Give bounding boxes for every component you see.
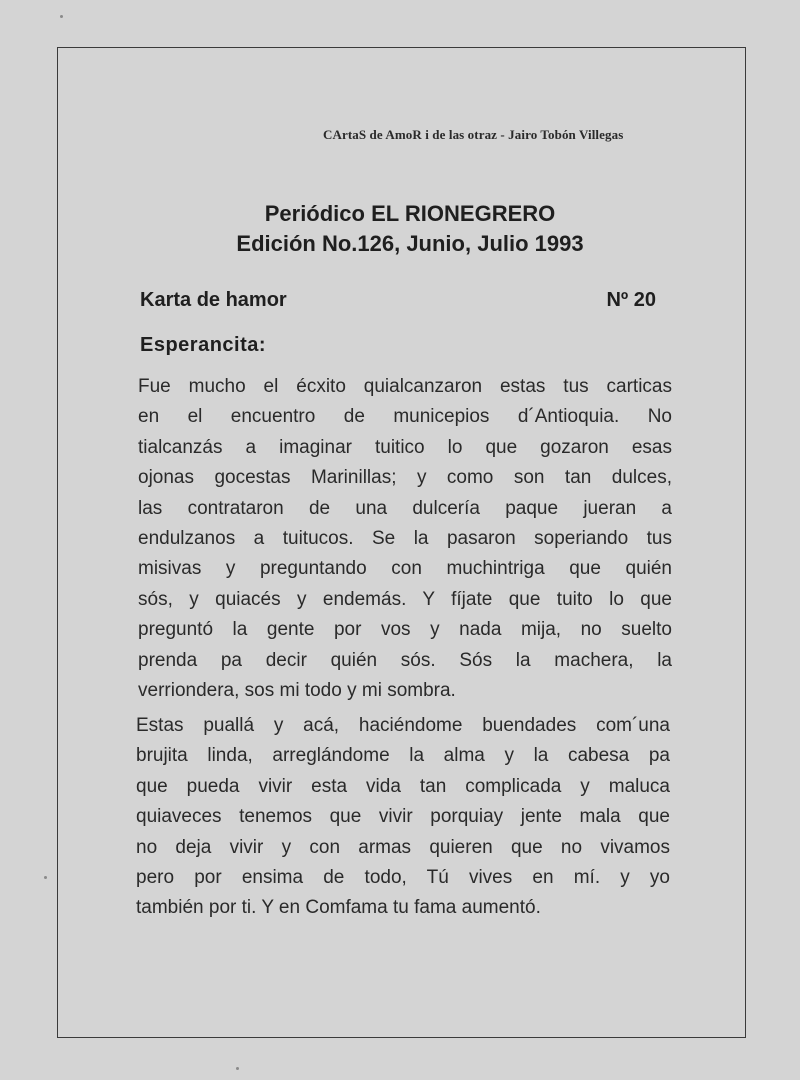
paragraph-line: misivas y preguntando con muchintriga que quién bbox=[138, 558, 672, 580]
paragraph-line: prenda pa decir quién sós. Sós la machera, la bbox=[138, 649, 672, 671]
series-header: CArtaS de AmoR i de las otraz - Jairo Tobón Villegas bbox=[323, 127, 624, 142]
paragraph-line: brujita linda, arreglándome la alma y la cabesa pa bbox=[136, 745, 670, 767]
scan-speck bbox=[44, 876, 47, 879]
publication-edition: Edición No.126, Junio, Julio 1993 bbox=[236, 231, 584, 256]
paragraph-line: sós, y quiacés y endemás. Y fíjate que tuito lo que bbox=[138, 588, 672, 610]
paragraph-line: endulzanos a tuitucos. Se la pasaron soperiando tus bbox=[138, 527, 672, 549]
paragraph-line: ojonas gocestas Marinillas; y como son tan dulces, bbox=[138, 467, 672, 489]
paragraph-line: que pueda vivir esta vida tan complicada y maluca bbox=[136, 775, 670, 797]
paragraph-line: Fue mucho el écxito quialcanzaron estas tus carticas bbox=[138, 376, 672, 397]
letter-title: Karta de hamor bbox=[140, 289, 287, 311]
letter-paragraph-1 bbox=[138, 372, 672, 706]
paragraph-line: tialcanzás a imaginar tuitico lo que gozaron esas bbox=[138, 436, 672, 458]
paragraph-line: verriondera, sos mi todo y mi sombra. bbox=[138, 679, 456, 701]
paragraph-line: las contrataron de una dulcería paque jueran a bbox=[138, 497, 672, 519]
paragraph-line: preguntó la gente por vos y nada mija, no suelto bbox=[138, 619, 672, 641]
paragraph-line: también por ti. Y en Comfama tu fama aumentó. bbox=[136, 897, 541, 919]
publication-name: Periódico EL RIONEGRERO bbox=[264, 201, 556, 226]
letter-salutation: Esperancita: bbox=[140, 334, 267, 356]
letter-heading-row bbox=[140, 285, 656, 315]
scan-speck bbox=[236, 1067, 239, 1070]
paragraph-line: no deja vivir y con armas quieren que no vivamos bbox=[136, 836, 670, 858]
paragraph-line: pero por ensima de todo, Tú vives en mí. y yo bbox=[136, 866, 670, 888]
paragraph-line: Estas puallá y acá, haciéndome buendades com´una bbox=[136, 715, 670, 736]
paragraph-line: quiaveces tenemos que vivir porquiay jente mala que bbox=[136, 806, 670, 828]
paragraph-line: en el encuentro de municepios d´Antioquia. No bbox=[138, 406, 672, 428]
letter-number: Nº 20 bbox=[606, 289, 656, 311]
scan-speck bbox=[60, 15, 63, 18]
letter-paragraph-2 bbox=[136, 711, 670, 924]
